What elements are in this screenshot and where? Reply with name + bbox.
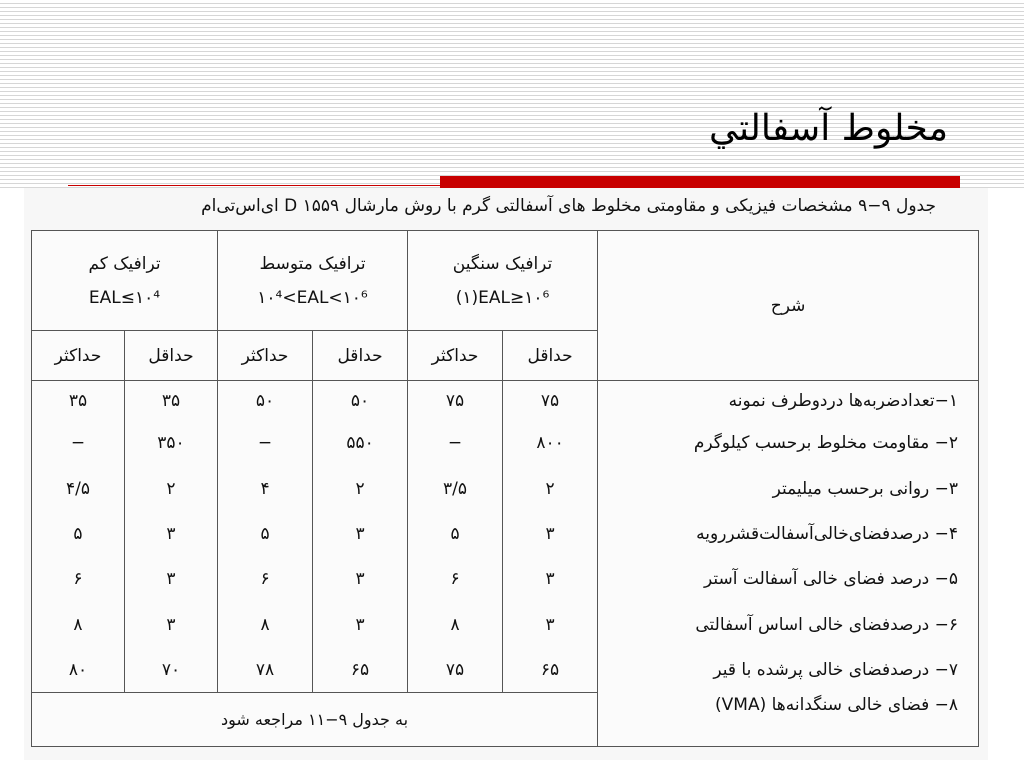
table-row xyxy=(32,511,979,556)
light-min-cell: ۳۵ xyxy=(125,381,218,421)
heavy-min-cell: ۲ xyxy=(503,466,598,511)
light-max-cell: ۸۰ xyxy=(32,647,125,692)
medium-max-cell: ۷۸ xyxy=(218,647,313,692)
heavy-max-cell: − xyxy=(408,421,503,466)
medium-traffic-condition: ۱۰⁴<EAL<۱۰⁶ xyxy=(257,287,368,308)
heavy-max-header: حداکثر xyxy=(408,331,503,381)
light-max-cell: ۵ xyxy=(32,511,125,556)
medium-max-header: حداکثر xyxy=(218,331,313,381)
heavy-min-cell: ۶۵ xyxy=(503,647,598,692)
heavy-max-cell: ۸ xyxy=(408,602,503,647)
light-max-cell: ۸ xyxy=(32,602,125,647)
footer-note: به جدول ۹−۱۱ مراجعه شود xyxy=(32,693,598,747)
heavy-min-header: حداقل xyxy=(503,331,598,381)
background-stripes xyxy=(0,0,1024,190)
light-min-cell: ۳ xyxy=(125,602,218,647)
table-caption: جدول ۹−۹ مشخصات فیزیکی و مقاومتی مخلوط های آسفالتی گرم با روش مارشال ۱۵۵۹ D ای‌اس‌تی‌ام xyxy=(201,196,936,216)
medium-max-cell: − xyxy=(218,421,313,466)
medium-max-cell: ۸ xyxy=(218,602,313,647)
heavy-min-cell: ۷۵ xyxy=(503,381,598,421)
light-max-cell: ۴/۵ xyxy=(32,466,125,511)
title-rule-thick xyxy=(440,176,960,188)
heavy-traffic-condition: (۱)EAL≥۱۰⁶ xyxy=(455,287,550,308)
medium-max-cell: ۵۰ xyxy=(218,381,313,421)
heavy-max-cell: ۳/۵ xyxy=(408,466,503,511)
light-max-cell: ۶ xyxy=(32,557,125,602)
row-description: ۸− فضای خالی سنگدانه‌ها (VMA) xyxy=(598,693,979,747)
marshall-spec-table xyxy=(31,230,979,747)
heavy-min-cell: ۳ xyxy=(503,511,598,556)
row-description: ۳− روانی برحسب میلیمتر xyxy=(598,466,979,511)
light-min-cell: ۲ xyxy=(125,466,218,511)
heavy-max-cell: ۵ xyxy=(408,511,503,556)
medium-min-cell: ۳ xyxy=(313,602,408,647)
table-row xyxy=(32,466,979,511)
light-max-cell: − xyxy=(32,421,125,466)
heavy-min-cell: ۳ xyxy=(503,557,598,602)
slide-title: مخلوط آسفالتي xyxy=(709,108,948,149)
light-min-cell: ۳۵۰ xyxy=(125,421,218,466)
light-min-cell: ۳ xyxy=(125,511,218,556)
table-row xyxy=(32,602,979,647)
row-description: ۱−تعدادضربه‌ها دردوطرف نمونه xyxy=(598,381,979,421)
heavy-traffic-name: ترافیک سنگین xyxy=(452,253,553,274)
heavy-max-cell: ۶ xyxy=(408,557,503,602)
medium-max-cell: ۶ xyxy=(218,557,313,602)
table-row xyxy=(32,381,979,421)
row-description: ۶− درصدفضای خالی اساس آسفالتی xyxy=(598,602,979,647)
medium-min-cell: ۵۵۰ xyxy=(313,421,408,466)
heavy-min-cell: ۳ xyxy=(503,602,598,647)
light-traffic-header xyxy=(32,231,218,331)
light-max-header: حداکثر xyxy=(32,331,125,381)
table-row xyxy=(32,647,979,692)
heavy-min-cell: ۸۰۰ xyxy=(503,421,598,466)
medium-traffic-name: ترافیک متوسط xyxy=(259,253,366,274)
light-max-cell: ۳۵ xyxy=(32,381,125,421)
light-min-header: حداقل xyxy=(125,331,218,381)
table-row xyxy=(32,421,979,466)
light-min-cell: ۳ xyxy=(125,557,218,602)
medium-max-cell: ۴ xyxy=(218,466,313,511)
medium-traffic-header xyxy=(218,231,408,331)
heavy-max-cell: ۷۵ xyxy=(408,381,503,421)
row-description: ۷− درصدفضای خالی پرشده با قیر xyxy=(598,647,979,692)
table-row xyxy=(32,693,979,747)
heavy-max-cell: ۷۵ xyxy=(408,647,503,692)
row-description: ۵− درصد فضای خالی آسفالت آستر xyxy=(598,557,979,602)
row-description: ۲− مقاومت مخلوط برحسب کیلوگرم xyxy=(598,421,979,466)
medium-min-header: حداقل xyxy=(313,331,408,381)
medium-min-cell: ۳ xyxy=(313,511,408,556)
light-traffic-condition: EAL≤۱۰⁴ xyxy=(88,287,161,308)
heavy-traffic-header xyxy=(408,231,598,331)
medium-min-cell: ۳ xyxy=(313,557,408,602)
description-header: شرح xyxy=(598,231,979,381)
light-min-cell: ۷۰ xyxy=(125,647,218,692)
table-row xyxy=(32,557,979,602)
medium-max-cell: ۵ xyxy=(218,511,313,556)
medium-min-cell: ۲ xyxy=(313,466,408,511)
medium-min-cell: ۶۵ xyxy=(313,647,408,692)
row-description: ۴− درصدفضای‌خالی‌آسفالت‌قشررویه xyxy=(598,511,979,556)
medium-min-cell: ۵۰ xyxy=(313,381,408,421)
light-traffic-name: ترافیک کم xyxy=(88,253,161,274)
title-rule-thin xyxy=(68,185,440,186)
